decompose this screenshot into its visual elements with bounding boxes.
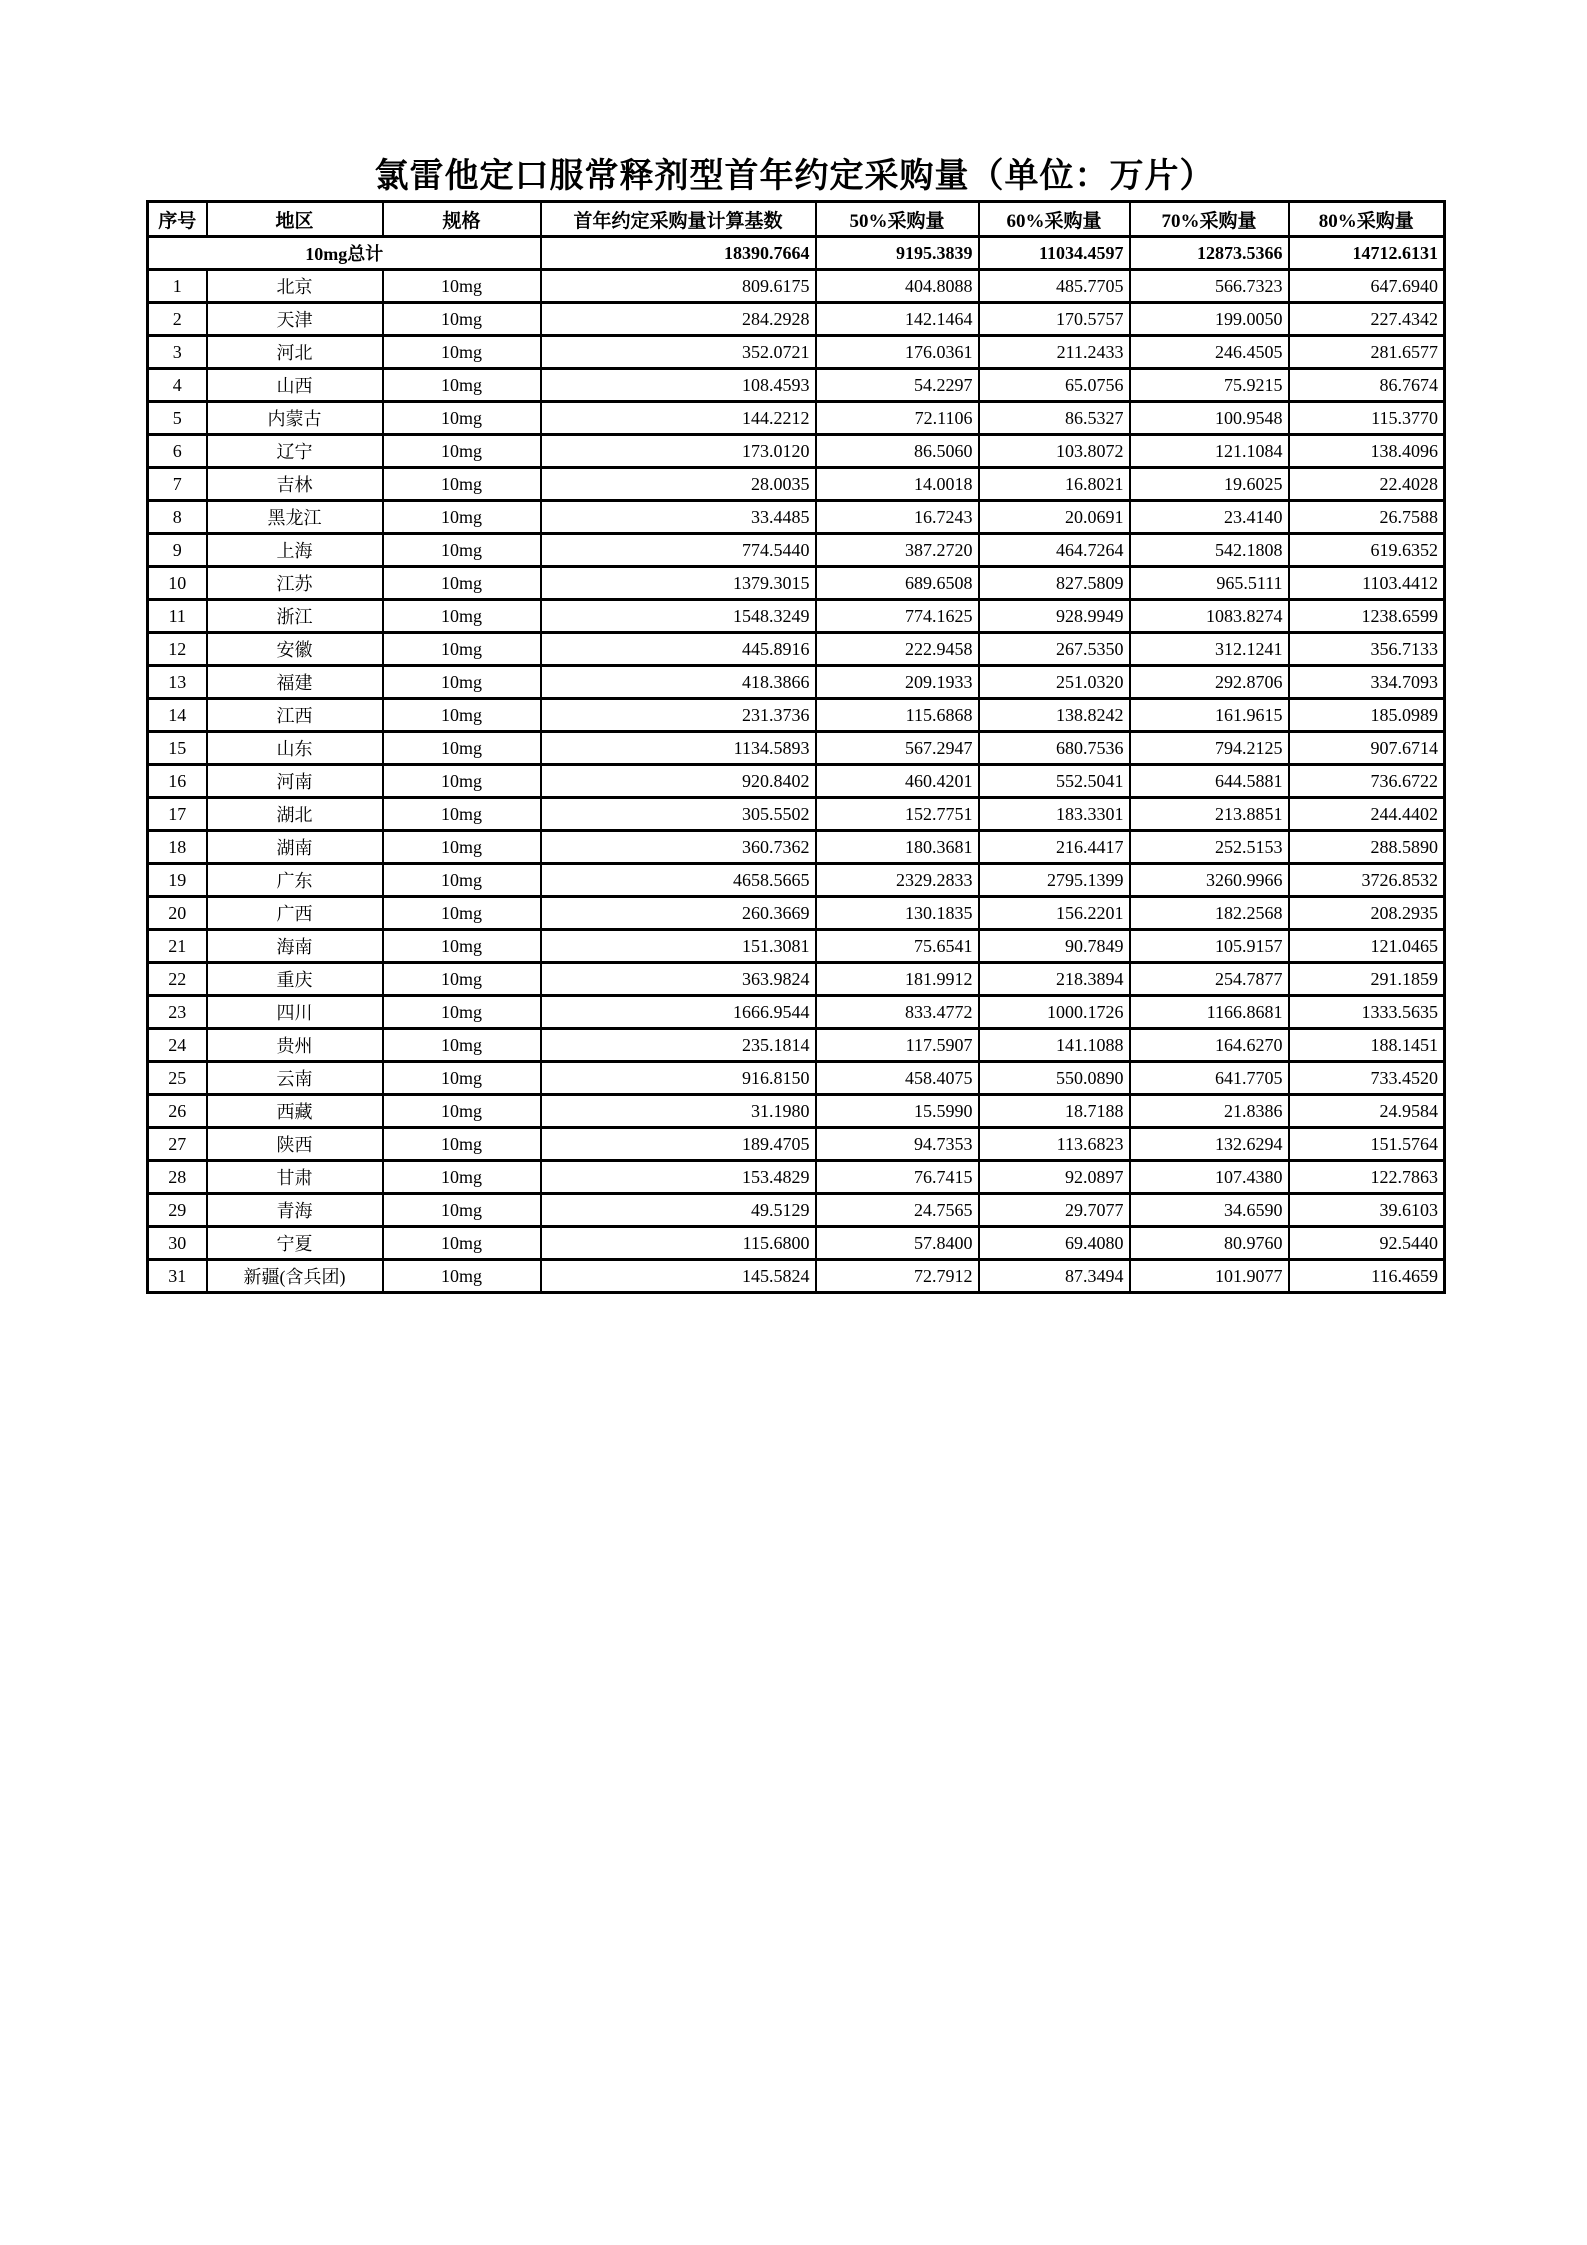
p70-value-cell: 101.9077 (1130, 1260, 1289, 1293)
p60-value-cell: 18.7188 (979, 1095, 1130, 1128)
row-index-cell: 24 (148, 1029, 207, 1062)
table-row (148, 534, 1445, 567)
p80-value-cell: 356.7133 (1289, 633, 1445, 666)
p50-value-cell: 689.6508 (816, 567, 979, 600)
p70-value-cell: 132.6294 (1130, 1128, 1289, 1161)
col-header-60pct: 60%采购量 (979, 202, 1130, 237)
region-cell: 陕西 (207, 1128, 383, 1161)
table-row (148, 270, 1445, 303)
p60-value-cell: 680.7536 (979, 732, 1130, 765)
p80-value-cell: 619.6352 (1289, 534, 1445, 567)
p80-value-cell: 244.4402 (1289, 798, 1445, 831)
region-cell: 浙江 (207, 600, 383, 633)
region-cell: 重庆 (207, 963, 383, 996)
total-50pct-value: 9195.3839 (816, 237, 979, 270)
p70-value-cell: 23.4140 (1130, 501, 1289, 534)
base-value-cell: 145.5824 (541, 1260, 816, 1293)
spec-cell: 10mg (383, 798, 541, 831)
table-row (148, 1128, 1445, 1161)
p80-value-cell: 1333.5635 (1289, 996, 1445, 1029)
p60-value-cell: 65.0756 (979, 369, 1130, 402)
table-row (148, 1062, 1445, 1095)
p70-value-cell: 794.2125 (1130, 732, 1289, 765)
p50-value-cell: 72.1106 (816, 402, 979, 435)
col-header-80pct: 80%采购量 (1289, 202, 1445, 237)
p50-value-cell: 404.8088 (816, 270, 979, 303)
table-row (148, 798, 1445, 831)
p60-value-cell: 29.7077 (979, 1194, 1130, 1227)
p70-value-cell: 644.5881 (1130, 765, 1289, 798)
p50-value-cell: 387.2720 (816, 534, 979, 567)
p50-value-cell: 833.4772 (816, 996, 979, 1029)
col-header-spec: 规格 (383, 202, 541, 237)
region-cell: 江苏 (207, 567, 383, 600)
p60-value-cell: 2795.1399 (979, 864, 1130, 897)
p80-value-cell: 151.5764 (1289, 1128, 1445, 1161)
total-row (148, 237, 1445, 270)
p80-value-cell: 736.6722 (1289, 765, 1445, 798)
p50-value-cell: 75.6541 (816, 930, 979, 963)
p80-value-cell: 138.4096 (1289, 435, 1445, 468)
col-header-no: 序号 (148, 202, 207, 237)
spec-cell: 10mg (383, 1029, 541, 1062)
p70-value-cell: 21.8386 (1130, 1095, 1289, 1128)
p50-value-cell: 57.8400 (816, 1227, 979, 1260)
p80-value-cell: 188.1451 (1289, 1029, 1445, 1062)
table-row (148, 1227, 1445, 1260)
spec-cell: 10mg (383, 369, 541, 402)
row-index-cell: 16 (148, 765, 207, 798)
p50-value-cell: 222.9458 (816, 633, 979, 666)
total-60pct-value: 11034.4597 (979, 237, 1130, 270)
p80-value-cell: 288.5890 (1289, 831, 1445, 864)
base-value-cell: 144.2212 (541, 402, 816, 435)
p80-value-cell: 185.0989 (1289, 699, 1445, 732)
p60-value-cell: 113.6823 (979, 1128, 1130, 1161)
spec-cell: 10mg (383, 270, 541, 303)
p80-value-cell: 22.4028 (1289, 468, 1445, 501)
base-value-cell: 260.3669 (541, 897, 816, 930)
p80-value-cell: 122.7863 (1289, 1161, 1445, 1194)
p70-value-cell: 254.7877 (1130, 963, 1289, 996)
p50-value-cell: 180.3681 (816, 831, 979, 864)
p50-value-cell: 86.5060 (816, 435, 979, 468)
spec-cell: 10mg (383, 501, 541, 534)
row-index-cell: 14 (148, 699, 207, 732)
row-index-cell: 27 (148, 1128, 207, 1161)
row-index-cell: 20 (148, 897, 207, 930)
p50-value-cell: 54.2297 (816, 369, 979, 402)
row-index-cell: 1 (148, 270, 207, 303)
region-cell: 河北 (207, 336, 383, 369)
p70-value-cell: 34.6590 (1130, 1194, 1289, 1227)
table-row (148, 1161, 1445, 1194)
p60-value-cell: 90.7849 (979, 930, 1130, 963)
row-index-cell: 5 (148, 402, 207, 435)
p50-value-cell: 76.7415 (816, 1161, 979, 1194)
table-row (148, 435, 1445, 468)
region-cell: 四川 (207, 996, 383, 1029)
p70-value-cell: 100.9548 (1130, 402, 1289, 435)
region-cell: 云南 (207, 1062, 383, 1095)
table-row (148, 600, 1445, 633)
p60-value-cell: 87.3494 (979, 1260, 1130, 1293)
p80-value-cell: 92.5440 (1289, 1227, 1445, 1260)
p70-value-cell: 252.5153 (1130, 831, 1289, 864)
p80-value-cell: 281.6577 (1289, 336, 1445, 369)
p70-value-cell: 19.6025 (1130, 468, 1289, 501)
p80-value-cell: 86.7674 (1289, 369, 1445, 402)
p70-value-cell: 246.4505 (1130, 336, 1289, 369)
p70-value-cell: 213.8851 (1130, 798, 1289, 831)
base-value-cell: 305.5502 (541, 798, 816, 831)
row-index-cell: 7 (148, 468, 207, 501)
p50-value-cell: 142.1464 (816, 303, 979, 336)
p50-value-cell: 15.5990 (816, 1095, 979, 1128)
spec-cell: 10mg (383, 534, 541, 567)
base-value-cell: 1666.9544 (541, 996, 816, 1029)
spec-cell: 10mg (383, 336, 541, 369)
p50-value-cell: 2329.2833 (816, 864, 979, 897)
p60-value-cell: 827.5809 (979, 567, 1130, 600)
spec-cell: 10mg (383, 303, 541, 336)
p50-value-cell: 152.7751 (816, 798, 979, 831)
base-value-cell: 108.4593 (541, 369, 816, 402)
procurement-table (146, 200, 1446, 1294)
row-index-cell: 4 (148, 369, 207, 402)
p60-value-cell: 216.4417 (979, 831, 1130, 864)
table-row (148, 963, 1445, 996)
p50-value-cell: 176.0361 (816, 336, 979, 369)
p70-value-cell: 1166.8681 (1130, 996, 1289, 1029)
base-value-cell: 916.8150 (541, 1062, 816, 1095)
spec-cell: 10mg (383, 1128, 541, 1161)
p60-value-cell: 170.5757 (979, 303, 1130, 336)
spec-cell: 10mg (383, 699, 541, 732)
spec-cell: 10mg (383, 468, 541, 501)
p80-value-cell: 26.7588 (1289, 501, 1445, 534)
p70-value-cell: 105.9157 (1130, 930, 1289, 963)
region-cell: 上海 (207, 534, 383, 567)
table-row (148, 468, 1445, 501)
spec-cell: 10mg (383, 930, 541, 963)
region-cell: 吉林 (207, 468, 383, 501)
col-header-region: 地区 (207, 202, 383, 237)
spec-cell: 10mg (383, 897, 541, 930)
region-cell: 西藏 (207, 1095, 383, 1128)
p60-value-cell: 267.5350 (979, 633, 1130, 666)
p70-value-cell: 566.7323 (1130, 270, 1289, 303)
row-index-cell: 23 (148, 996, 207, 1029)
p80-value-cell: 1238.6599 (1289, 600, 1445, 633)
table-row (148, 402, 1445, 435)
spec-cell: 10mg (383, 1227, 541, 1260)
spec-cell: 10mg (383, 435, 541, 468)
p70-value-cell: 199.0050 (1130, 303, 1289, 336)
p70-value-cell: 292.8706 (1130, 666, 1289, 699)
table-row (148, 633, 1445, 666)
p50-value-cell: 774.1625 (816, 600, 979, 633)
p80-value-cell: 227.4342 (1289, 303, 1445, 336)
table-row (148, 699, 1445, 732)
base-value-cell: 28.0035 (541, 468, 816, 501)
region-cell: 江西 (207, 699, 383, 732)
p70-value-cell: 164.6270 (1130, 1029, 1289, 1062)
spec-cell: 10mg (383, 765, 541, 798)
region-cell: 辽宁 (207, 435, 383, 468)
p70-value-cell: 107.4380 (1130, 1161, 1289, 1194)
base-value-cell: 809.6175 (541, 270, 816, 303)
p70-value-cell: 1083.8274 (1130, 600, 1289, 633)
table-row (148, 1095, 1445, 1128)
base-value-cell: 115.6800 (541, 1227, 816, 1260)
table-row (148, 897, 1445, 930)
spec-cell: 10mg (383, 1161, 541, 1194)
row-index-cell: 17 (148, 798, 207, 831)
table-body (148, 270, 1445, 1293)
p60-value-cell: 86.5327 (979, 402, 1130, 435)
base-value-cell: 445.8916 (541, 633, 816, 666)
region-cell: 福建 (207, 666, 383, 699)
row-index-cell: 22 (148, 963, 207, 996)
p50-value-cell: 460.4201 (816, 765, 979, 798)
table-row (148, 864, 1445, 897)
spec-cell: 10mg (383, 1095, 541, 1128)
p60-value-cell: 183.3301 (979, 798, 1130, 831)
row-index-cell: 13 (148, 666, 207, 699)
p60-value-cell: 16.8021 (979, 468, 1130, 501)
p60-value-cell: 141.1088 (979, 1029, 1130, 1062)
base-value-cell: 360.7362 (541, 831, 816, 864)
spec-cell: 10mg (383, 402, 541, 435)
p70-value-cell: 641.7705 (1130, 1062, 1289, 1095)
p70-value-cell: 965.5111 (1130, 567, 1289, 600)
region-cell: 安徽 (207, 633, 383, 666)
row-index-cell: 21 (148, 930, 207, 963)
spec-cell: 10mg (383, 732, 541, 765)
p60-value-cell: 211.2433 (979, 336, 1130, 369)
region-cell: 新疆(含兵团) (207, 1260, 383, 1293)
region-cell: 内蒙古 (207, 402, 383, 435)
base-value-cell: 173.0120 (541, 435, 816, 468)
base-value-cell: 284.2928 (541, 303, 816, 336)
region-cell: 广东 (207, 864, 383, 897)
p80-value-cell: 24.9584 (1289, 1095, 1445, 1128)
base-value-cell: 49.5129 (541, 1194, 816, 1227)
base-value-cell: 189.4705 (541, 1128, 816, 1161)
p60-value-cell: 92.0897 (979, 1161, 1130, 1194)
table-row (148, 336, 1445, 369)
table-row (148, 996, 1445, 1029)
p60-value-cell: 550.0890 (979, 1062, 1130, 1095)
table-row (148, 1194, 1445, 1227)
p50-value-cell: 458.4075 (816, 1062, 979, 1095)
total-base-value: 18390.7664 (541, 237, 816, 270)
header-row (148, 202, 1445, 237)
row-index-cell: 9 (148, 534, 207, 567)
p60-value-cell: 1000.1726 (979, 996, 1130, 1029)
row-index-cell: 30 (148, 1227, 207, 1260)
p60-value-cell: 103.8072 (979, 435, 1130, 468)
p80-value-cell: 1103.4412 (1289, 567, 1445, 600)
table-row (148, 303, 1445, 336)
p80-value-cell: 116.4659 (1289, 1260, 1445, 1293)
region-cell: 山东 (207, 732, 383, 765)
table-row (148, 501, 1445, 534)
row-index-cell: 29 (148, 1194, 207, 1227)
p50-value-cell: 94.7353 (816, 1128, 979, 1161)
spec-cell: 10mg (383, 1194, 541, 1227)
base-value-cell: 235.1814 (541, 1029, 816, 1062)
p60-value-cell: 485.7705 (979, 270, 1130, 303)
row-index-cell: 26 (148, 1095, 207, 1128)
table-row (148, 732, 1445, 765)
p70-value-cell: 80.9760 (1130, 1227, 1289, 1260)
p80-value-cell: 121.0465 (1289, 930, 1445, 963)
p60-value-cell: 928.9949 (979, 600, 1130, 633)
region-cell: 广西 (207, 897, 383, 930)
region-cell: 宁夏 (207, 1227, 383, 1260)
p80-value-cell: 907.6714 (1289, 732, 1445, 765)
region-cell: 湖南 (207, 831, 383, 864)
region-cell: 青海 (207, 1194, 383, 1227)
p60-value-cell: 138.8242 (979, 699, 1130, 732)
spec-cell: 10mg (383, 864, 541, 897)
page-title: 氯雷他定口服常释剂型首年约定采购量（单位：万片） (374, 158, 1215, 195)
p50-value-cell: 117.5907 (816, 1029, 979, 1062)
p50-value-cell: 16.7243 (816, 501, 979, 534)
base-value-cell: 774.5440 (541, 534, 816, 567)
base-value-cell: 4658.5665 (541, 864, 816, 897)
region-cell: 黑龙江 (207, 501, 383, 534)
p60-value-cell: 464.7264 (979, 534, 1130, 567)
table-row (148, 666, 1445, 699)
p80-value-cell: 291.1859 (1289, 963, 1445, 996)
p50-value-cell: 130.1835 (816, 897, 979, 930)
spec-cell: 10mg (383, 600, 541, 633)
p50-value-cell: 24.7565 (816, 1194, 979, 1227)
row-index-cell: 25 (148, 1062, 207, 1095)
region-cell: 山西 (207, 369, 383, 402)
base-value-cell: 31.1980 (541, 1095, 816, 1128)
p80-value-cell: 115.3770 (1289, 402, 1445, 435)
p70-value-cell: 161.9615 (1130, 699, 1289, 732)
base-value-cell: 1548.3249 (541, 600, 816, 633)
total-80pct-value: 14712.6131 (1289, 237, 1445, 270)
spec-cell: 10mg (383, 996, 541, 1029)
row-index-cell: 2 (148, 303, 207, 336)
table-row (148, 930, 1445, 963)
table-row (148, 567, 1445, 600)
region-cell: 海南 (207, 930, 383, 963)
col-header-70pct: 70%采购量 (1130, 202, 1289, 237)
row-index-cell: 11 (148, 600, 207, 633)
p50-value-cell: 209.1933 (816, 666, 979, 699)
base-value-cell: 153.4829 (541, 1161, 816, 1194)
p60-value-cell: 69.4080 (979, 1227, 1130, 1260)
region-cell: 天津 (207, 303, 383, 336)
p60-value-cell: 218.3894 (979, 963, 1130, 996)
base-value-cell: 1379.3015 (541, 567, 816, 600)
base-value-cell: 151.3081 (541, 930, 816, 963)
row-index-cell: 10 (148, 567, 207, 600)
p60-value-cell: 552.5041 (979, 765, 1130, 798)
table-row (148, 1029, 1445, 1062)
p70-value-cell: 3260.9966 (1130, 864, 1289, 897)
row-index-cell: 12 (148, 633, 207, 666)
base-value-cell: 920.8402 (541, 765, 816, 798)
p80-value-cell: 3726.8532 (1289, 864, 1445, 897)
row-index-cell: 15 (148, 732, 207, 765)
row-index-cell: 6 (148, 435, 207, 468)
p70-value-cell: 182.2568 (1130, 897, 1289, 930)
p60-value-cell: 156.2201 (979, 897, 1130, 930)
p60-value-cell: 251.0320 (979, 666, 1130, 699)
spec-cell: 10mg (383, 1062, 541, 1095)
total-70pct-value: 12873.5366 (1130, 237, 1289, 270)
p50-value-cell: 181.9912 (816, 963, 979, 996)
base-value-cell: 363.9824 (541, 963, 816, 996)
base-value-cell: 1134.5893 (541, 732, 816, 765)
col-header-50pct: 50%采购量 (816, 202, 979, 237)
table-row (148, 1260, 1445, 1293)
table-row (148, 765, 1445, 798)
p80-value-cell: 39.6103 (1289, 1194, 1445, 1227)
row-index-cell: 3 (148, 336, 207, 369)
p80-value-cell: 334.7093 (1289, 666, 1445, 699)
table-row (148, 369, 1445, 402)
base-value-cell: 418.3866 (541, 666, 816, 699)
row-index-cell: 8 (148, 501, 207, 534)
region-cell: 湖北 (207, 798, 383, 831)
base-value-cell: 352.0721 (541, 336, 816, 369)
p50-value-cell: 115.6868 (816, 699, 979, 732)
region-cell: 甘肃 (207, 1161, 383, 1194)
p70-value-cell: 121.1084 (1130, 435, 1289, 468)
row-index-cell: 18 (148, 831, 207, 864)
spec-cell: 10mg (383, 666, 541, 699)
row-index-cell: 19 (148, 864, 207, 897)
p50-value-cell: 14.0018 (816, 468, 979, 501)
p50-value-cell: 567.2947 (816, 732, 979, 765)
row-index-cell: 31 (148, 1260, 207, 1293)
region-cell: 北京 (207, 270, 383, 303)
p80-value-cell: 733.4520 (1289, 1062, 1445, 1095)
base-value-cell: 231.3736 (541, 699, 816, 732)
spec-cell: 10mg (383, 633, 541, 666)
p60-value-cell: 20.0691 (979, 501, 1130, 534)
p80-value-cell: 208.2935 (1289, 897, 1445, 930)
base-value-cell: 33.4485 (541, 501, 816, 534)
spec-cell: 10mg (383, 567, 541, 600)
table-row (148, 831, 1445, 864)
p50-value-cell: 72.7912 (816, 1260, 979, 1293)
spec-cell: 10mg (383, 831, 541, 864)
p70-value-cell: 75.9215 (1130, 369, 1289, 402)
row-index-cell: 28 (148, 1161, 207, 1194)
region-cell: 河南 (207, 765, 383, 798)
total-label: 10mg总计 (148, 237, 541, 270)
p70-value-cell: 542.1808 (1130, 534, 1289, 567)
col-header-base: 首年约定采购量计算基数 (541, 202, 816, 237)
p80-value-cell: 647.6940 (1289, 270, 1445, 303)
p70-value-cell: 312.1241 (1130, 633, 1289, 666)
region-cell: 贵州 (207, 1029, 383, 1062)
spec-cell: 10mg (383, 1260, 541, 1293)
spec-cell: 10mg (383, 963, 541, 996)
